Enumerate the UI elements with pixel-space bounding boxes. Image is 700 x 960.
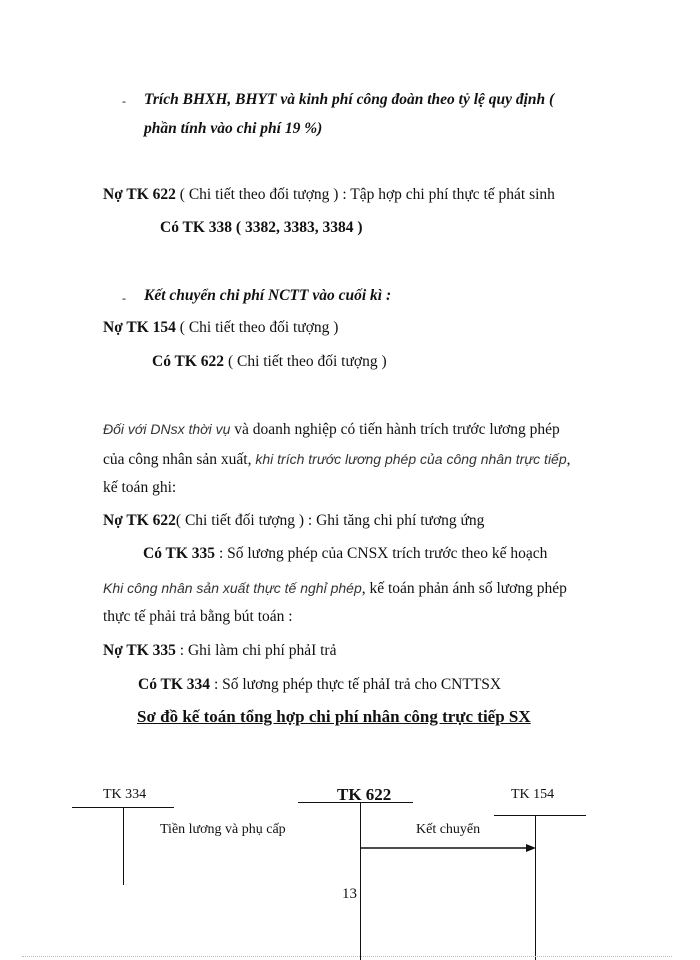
credit-label: Có TK 335 (143, 545, 216, 562)
paragraph-leave-line1 (103, 578, 567, 599)
entry-credit-334 (138, 675, 501, 695)
italic-phrase: Đối với DNsx thời vụ (103, 421, 231, 437)
account-tk622-top-line (298, 802, 413, 803)
bullet-dash: - (122, 291, 126, 305)
text: và doanh nghiệp có tiến hành trích trước lương phép (230, 421, 560, 438)
account-tk334-label: TK 334 (103, 787, 147, 802)
account-tk334-stem (123, 808, 124, 885)
text: , (566, 451, 571, 468)
flow-salary-label: Tiền lương và phụ cấp (160, 822, 286, 837)
account-tk622-label: TK 622 (337, 785, 392, 804)
debit-label: Nợ TK 622 (103, 186, 176, 203)
paragraph-seasonal-line2 (103, 449, 571, 470)
debit-text: ( Chi tiết theo đối tượng ) : Tập hợp chi phí thực tế phát sinh (175, 186, 555, 203)
account-tk154-label: TK 154 (511, 787, 555, 802)
credit-text: : Số lương phép của CNSX trích trước theo kế hoạch (215, 545, 548, 562)
account-tk154-top-line (494, 815, 586, 816)
debit-label: Nợ TK 622 (103, 512, 176, 529)
credit-label: Có TK 334 (138, 676, 211, 693)
section-title-bhxh: Trích BHXH, BHYT và kinh phí công đoàn theo tỷ lệ quy định ( (144, 91, 555, 108)
entry-credit-338: Có TK 338 ( 3382, 3383, 3384 ) (160, 219, 363, 236)
debit-text: : Ghi làm chi phí phảI trả (175, 642, 337, 659)
debit-text: ( Chi tiết theo đối tượng ) (175, 319, 339, 336)
entry-credit-622 (152, 352, 387, 372)
account-tk154-stem (535, 816, 536, 960)
text: của công nhân sản xuất, (103, 451, 256, 468)
section-title-bhxh-cont: phần tính vào chi phí 19 %) (144, 120, 323, 137)
entry-credit-335 (143, 544, 547, 564)
credit-text: : Số lương phép thực tế phảI trả cho CNTTSX (210, 676, 502, 693)
debit-label: Nợ TK 154 (103, 319, 176, 336)
debit-label: Nợ TK 335 (103, 642, 176, 659)
paragraph-seasonal-line3: kế toán ghi: (103, 479, 177, 496)
account-tk622-stem (360, 803, 361, 960)
debit-text: ( Chi tiết đối tượng ) : Ghi tăng chi phí tương ứng (175, 512, 485, 529)
entry-debit-622-leave (103, 511, 484, 531)
entry-debit-154 (103, 318, 338, 338)
entry-debit-622 (103, 185, 555, 205)
flow-transfer-arrow (360, 840, 540, 856)
section-title-ket-chuyen: Kết chuyển chi phí NCTT vào cuối kì : (144, 287, 392, 304)
paragraph-seasonal-line1 (103, 419, 560, 440)
paragraph-leave-line2: thực tế phải trả bằng bút toán : (103, 608, 293, 625)
italic-phrase: khi trích trước lương phép của công nhân trực tiếp (255, 451, 567, 467)
page-number: 13 (342, 886, 357, 902)
credit-text: ( Chi tiết theo đối tượng ) (224, 353, 387, 370)
text: , kế toán phản ánh số lương phép (361, 580, 567, 597)
entry-debit-335 (103, 641, 336, 661)
bullet-dash: - (122, 94, 126, 108)
page-bottom-divider (22, 956, 672, 957)
credit-label: Có TK 622 (152, 353, 225, 370)
diagram-heading: Sơ đồ kế toán tổng hợp chi phí nhân công trực tiếp SX (137, 707, 531, 726)
italic-phrase: Khi công nhân sản xuất thực tế nghỉ phép (103, 580, 362, 596)
flow-transfer-label: Kết chuyển (416, 822, 481, 837)
